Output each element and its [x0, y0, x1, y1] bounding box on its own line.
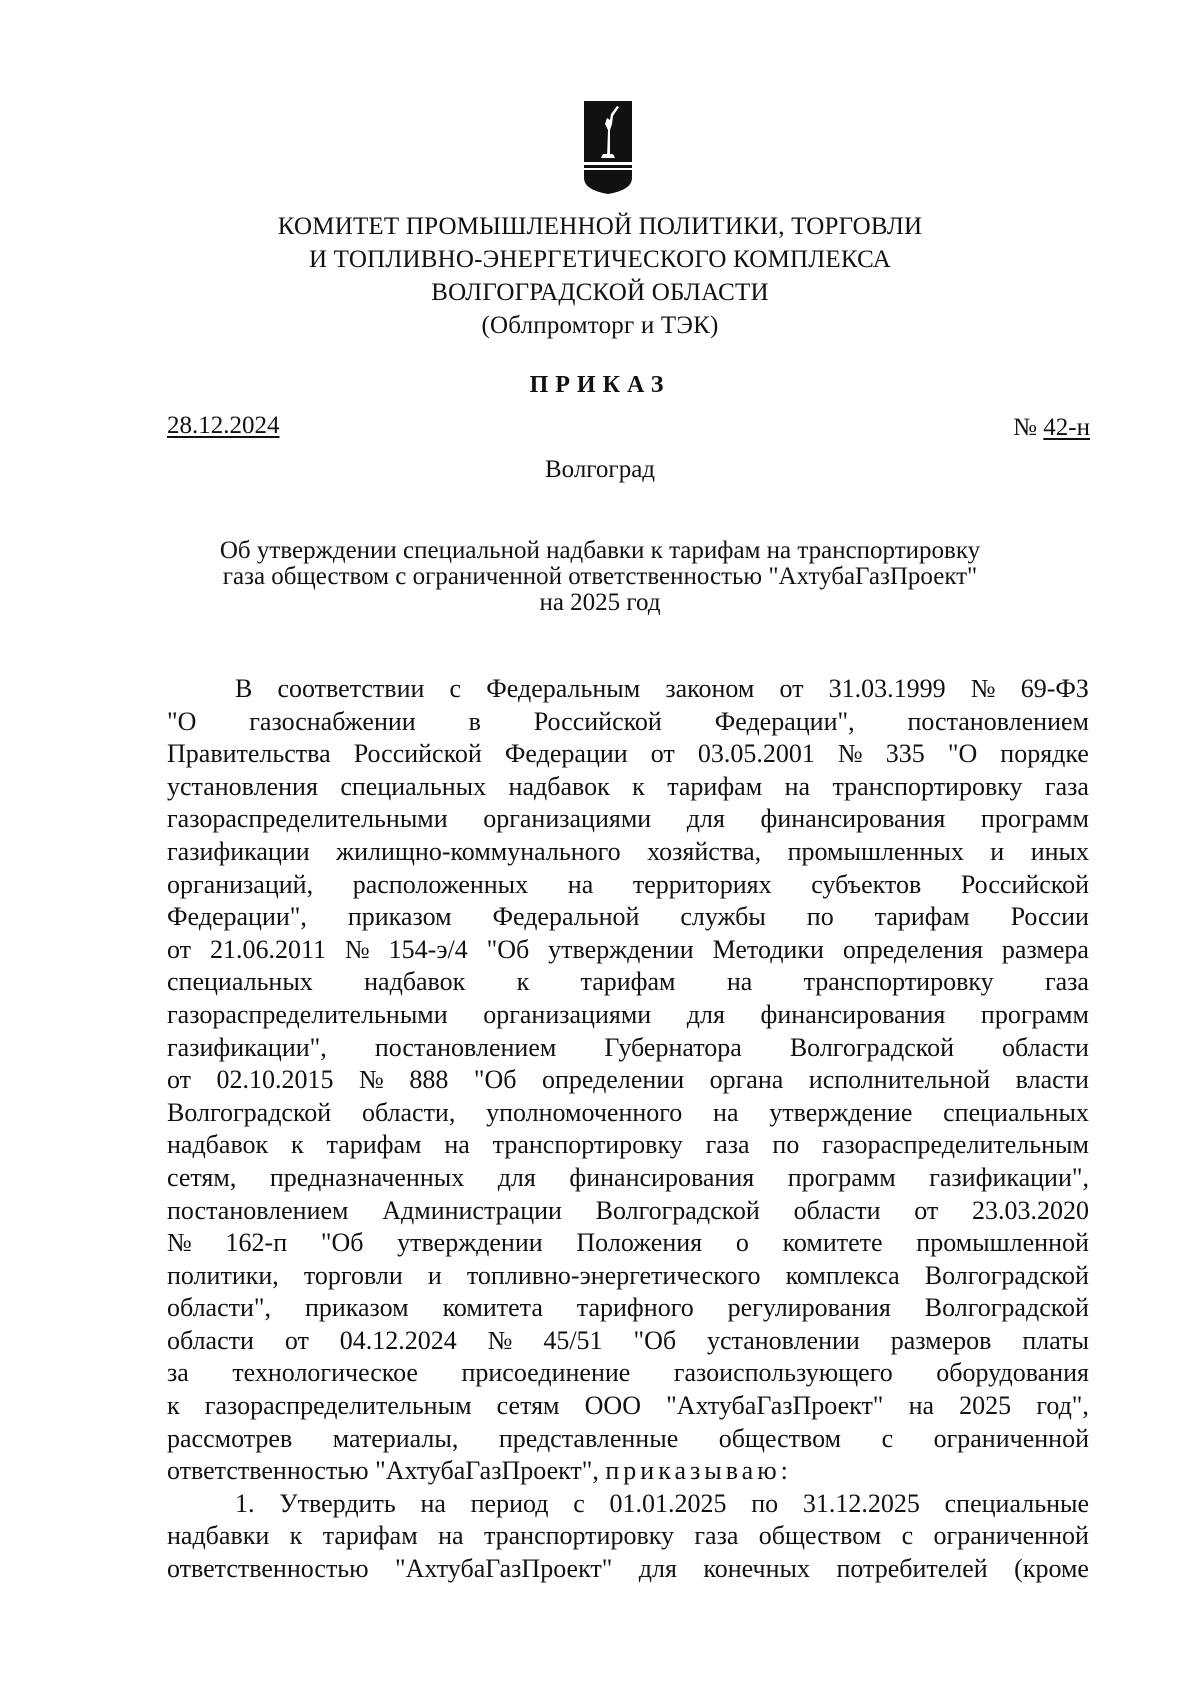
body-line: организаций, расположенных на территориях субъектов Российской	[167, 869, 1089, 899]
body-line: специальных надбавок к тарифам на транспортировку газа	[167, 967, 1089, 997]
body-line: установления специальных надбавок к тарифам на транспортировку газа	[167, 771, 1089, 801]
item-1-line: ответственностью "АхтубаГазПроект" для конечных потребителей (кроме	[167, 1554, 1089, 1584]
body-line: за технологическое присоединение газоиспользующего оборудования	[167, 1358, 1089, 1388]
body-line: газораспределительными организациями для финансирования программ	[167, 999, 1089, 1029]
order-number-value: 42-н	[1043, 414, 1090, 441]
body-line: "О газоснабжении в Российской Федерации", постановлением	[167, 706, 1089, 736]
document-type-title: ПРИКАЗ	[529, 372, 671, 398]
body-line-final	[167, 1455, 1089, 1488]
body-line: от 21.06.2011 № 154-э/4 "Об утверждении Методики определения размера	[167, 934, 1089, 964]
org-abbreviation: (Облпромторг и ТЭК)	[481, 312, 719, 339]
body-line: рассмотрев материалы, представленные обществом с ограниченной	[167, 1423, 1089, 1453]
body-line: от 02.10.2015 № 888 "Об определении органа исполнительной власти	[167, 1065, 1089, 1095]
body-line: политики, торговли и топливно-энергетического комплекса Волгоградской	[167, 1260, 1089, 1290]
order-body	[167, 673, 1089, 1586]
body-line: области от 04.12.2024 № 45/51 "Об установлении размеров платы	[167, 1325, 1089, 1355]
body-line: области", приказом комитета тарифного регулирования Волгоградской	[167, 1293, 1089, 1323]
order-number	[1013, 414, 1090, 442]
body-line: постановлением Администрации Волгоградской области от 23.03.2020	[167, 1195, 1089, 1225]
org-name-line-1: КОМИТЕТ ПРОМЫШЛЕННОЙ ПОЛИТИКИ, ТОРГОВЛИ	[277, 213, 923, 240]
body-line-final-text: ответственностью "АхтубаГазПроект",	[167, 1456, 606, 1486]
body-line: к газораспределительным сетям ООО "АхтубаГазПроект" на 2025 год",	[167, 1391, 1089, 1421]
item-1-line: надбавки к тарифам на транспортировку газа обществом с ограниченной	[167, 1521, 1089, 1551]
body-line: газификации жилищно-коммунального хозяйства, промышленных и иных	[167, 836, 1089, 866]
org-name-line-2: И ТОПЛИВНО-ЭНЕРГЕТИЧЕСКОГО КОМПЛЕКСА	[308, 246, 892, 273]
subject-line-3: на 2025 год	[539, 589, 661, 616]
body-line: Федерации", приказом Федеральной службы по тарифам России	[167, 902, 1089, 932]
body-line: газификации", постановлением Губернатора Волгоградской области	[167, 1032, 1089, 1062]
body-line: Волгоградской области, уполномоченного на утверждение специальных	[167, 1097, 1089, 1127]
subject-line-2: газа обществом с ограниченной ответственностью "АхтубаГазПроект"	[222, 563, 978, 590]
body-line: газораспределительными организациями для финансирования программ	[167, 804, 1089, 834]
item-1-line: 1. Утвердить на период с 01.01.2025 по 31.12.2025 специальные	[235, 1488, 1089, 1518]
order-directive-word: приказываю:	[605, 1456, 792, 1486]
subject-line-1: Об утверждении специальной надбавки к тарифам на транспортировку	[219, 537, 981, 564]
organization-header	[0, 210, 1200, 342]
order-subject	[0, 538, 1200, 616]
body-line: № 162-п "Об утверждении Положения о комитете промышленной	[167, 1228, 1089, 1258]
body-line: Правительства Российской Федерации от 03.05.2001 № 335 "О порядке	[167, 739, 1089, 769]
order-date: 28.12.2024	[167, 412, 280, 439]
body-line: В соответствии с Федеральным законом от 31.03.1999 № 69-ФЗ	[235, 674, 1089, 703]
body-line: сетям, предназначенных для финансирования программ газификации",	[167, 1162, 1089, 1192]
order-number-prefix: №	[1013, 414, 1044, 441]
body-line: надбавок к тарифам на транспортировку газа по газораспределительным	[167, 1130, 1089, 1160]
coat-of-arms-emblem	[583, 100, 633, 195]
org-name-line-3: ВОЛГОГРАДСКОЙ ОБЛАСТИ	[431, 279, 769, 306]
order-city: Волгоград	[544, 456, 656, 483]
